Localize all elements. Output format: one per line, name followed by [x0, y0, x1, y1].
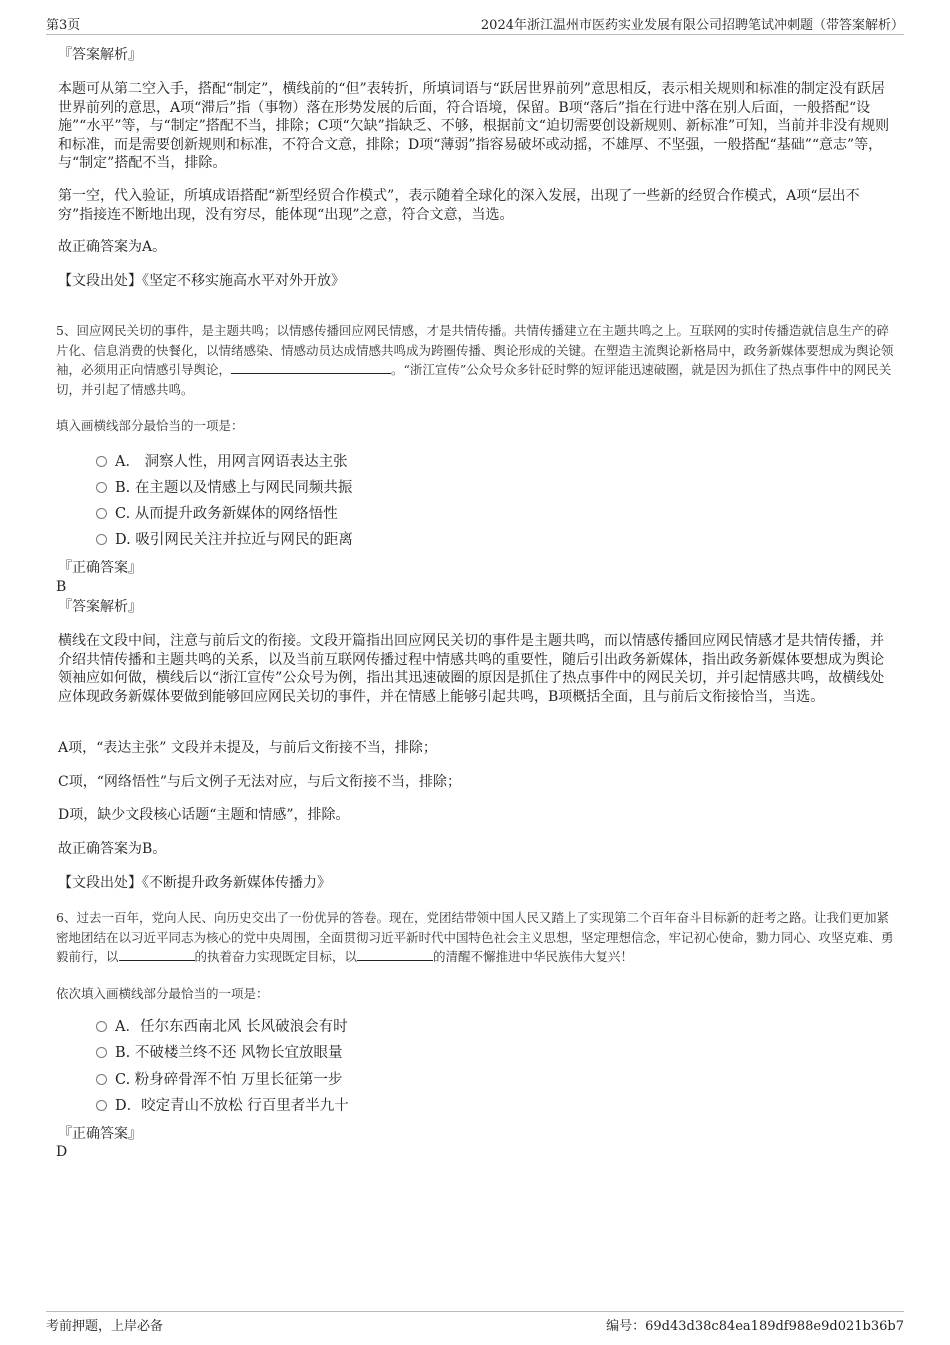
- q5-analysis-paragraph-4: D项，缺少文段核心话题“主题和情感”，排除。: [58, 807, 350, 823]
- footer-slogan: 考前押题，上岸必备: [46, 1319, 164, 1334]
- q6-answer: D: [56, 1144, 68, 1160]
- page-footer: [46, 1311, 904, 1334]
- radio-icon[interactable]: [96, 508, 107, 519]
- radio-icon[interactable]: [96, 456, 107, 467]
- radio-icon[interactable]: [96, 1021, 107, 1032]
- q5-option-a[interactable]: A． 洞察人性，用网言网语表达主张: [96, 453, 348, 471]
- q6-option-a[interactable]: A．任尔东西南北风 长风破浪会有时: [96, 1018, 348, 1036]
- q6-stem-part-2: 的执着奋力实现既定目标，以: [194, 949, 358, 964]
- q6-option-d[interactable]: D．咬定青山不放松 行百里者半九十: [96, 1097, 349, 1115]
- q4-analysis-paragraph-2: 第一空，代入验证，所填成语搭配“新型经贸合作模式”，表示随着全球化的深入发展，出现了一些新的经贸合作模式，A项“层出不穷”指接连不断地出现，没有穷尽，能体现“出现”之意，符合文意，当选。: [58, 188, 860, 223]
- q5-option-b[interactable]: B. 在主题以及情感上与网民同频共振: [96, 479, 352, 497]
- q5-option-d[interactable]: D. 吸引网民关注并拉近与网民的距离: [96, 531, 353, 549]
- q5-analysis-paragraph-1: 横线在文段中间，注意与前后文的衔接。文段开篇指出回应网民关切的事件是主题共鸣，而以情感传播回应网民情感才是共情传播，并介绍共情传播和主题共鸣的关系，以及当前互联网传播过程中情感共鸣的重要性，随后引出政务新媒体，指出政务新媒体要想成为舆论领袖应如何做，横线后以“浙江宣传”公众号为例，指出其迅速破圈的原因是抓住了热点事件中的网民关切，并引起情感共鸣，故横线处应体现政务新媒体要做到能够回应网民关切的事件，并在情感上能够引起共鸣，B项概括全面，且与前后文衔接恰当，当选。: [58, 633, 885, 705]
- q5-prompt: 填入画横线部分最恰当的一项是：: [56, 418, 244, 433]
- q5-stem: [56, 321, 896, 399]
- radio-icon[interactable]: [96, 1100, 107, 1111]
- q5-source: 【文段出处】《不断提升政务新媒体传播力》: [58, 875, 331, 891]
- q5-answer-label: 『正确答案』: [58, 560, 142, 576]
- q6-blank-1: [119, 948, 195, 961]
- q4-conclusion: 故正确答案为A。: [58, 239, 167, 255]
- radio-icon[interactable]: [96, 1047, 107, 1058]
- q6-stem: [56, 908, 896, 967]
- document-title: 2024年浙江温州市医药实业发展有限公司招聘笔试冲刺题（带答案解析）: [480, 18, 904, 33]
- q5-stem-part-2: 。“浙江宣传”公众号众多针砭时弊的短评能迅速破圈，就是因为抓住了热点事件中的网民关切，并引起了情感共鸣。: [56, 362, 892, 397]
- document-id: 编号：69d43d38c84ea189df988e9d021b36b7: [606, 1319, 904, 1334]
- q5-option-c[interactable]: C. 从而提升政务新媒体的网络悟性: [96, 505, 338, 523]
- radio-icon[interactable]: [96, 534, 107, 545]
- q5-analysis-label: 『答案解析』: [58, 599, 142, 615]
- q4-analysis-paragraph-1: 本题可从第二空入手，搭配“制定”，横线前的“但”表转折，所填词语与“跃居世界前列”意思相反，表示相关规则和标准的制定没有跃居世界前列的意思，A项“滞后”指（事物）落在形势发展的后面，符合语境，保留。B项“落后”指在行进中落在别人后面，一般搭配“设施”“水平”等，与“制定”搭配不当，排除；C项“欠缺”指缺乏、不够，根据前文“迫切需要创设新规则、新标准”可知，当前并非没有规则和标准，而是需要创新规则和标准，不符合文意，排除；D项“薄弱”指容易破坏或动摇，不雄厚、不坚强，一般搭配“基础”“意志”等，与“制定”搭配不当，排除。: [58, 81, 890, 171]
- q5-analysis-paragraph-2: A项，“表达主张” 文段并未提及，与前后文衔接不当，排除；: [58, 740, 437, 756]
- page-header: [46, 14, 904, 35]
- radio-icon[interactable]: [96, 1074, 107, 1085]
- q6-blank-2: [357, 948, 433, 961]
- q6-option-c[interactable]: C. 粉身碎骨浑不怕 万里长征第一步: [96, 1071, 342, 1089]
- q6-answer-label: 『正确答案』: [58, 1126, 142, 1142]
- q6-option-b[interactable]: B. 不破楼兰终不还 风物长宜放眼量: [96, 1044, 342, 1062]
- page-number: 第3页: [46, 18, 81, 33]
- q5-analysis-paragraph-3: C项，“网络悟性”与后文例子无法对应，与后文衔接不当，排除；: [58, 774, 462, 790]
- q5-conclusion: 故正确答案为B。: [58, 841, 167, 857]
- q5-answer: B: [56, 579, 67, 595]
- q5-blank: [231, 361, 391, 374]
- q5-stem-part-1: 5、回应网民关切的事件，是主题共鸣；以情感传播回应网民情感，才是共情传播。共情传播建立在主题共鸣之上。互联网的实时传播造就信息生产的碎片化、信息消费的快餐化，以情绪感染、情感动员达成情感共鸣成为跨圈传播、舆论形成的关键。在塑造主流舆论新格局中，政务新媒体要想成为舆论领袖，必须用正向情感引导舆论，: [56, 323, 894, 377]
- q4-source: 【文段出处】《坚定不移实施高水平对外开放》: [58, 273, 345, 289]
- q6-prompt: 依次填入画横线部分最恰当的一项是：: [56, 986, 269, 1001]
- radio-icon[interactable]: [96, 482, 107, 493]
- q6-stem-part-1: 6、过去一百年，党向人民、向历史交出了一份优异的答卷。现在，党团结带领中国人民又踏上了实现第二个百年奋斗目标新的赶考之路。让我们更加紧密地团结在以习近平同志为核心的党中央周围，全面贯彻习近平新时代中国特色社会主义思想，坚定理想信念，牢记初心使命，勠力同心、攻坚克难、勇毅前行，以: [56, 910, 894, 964]
- q6-stem-part-3: 的清醒不懈推进中华民族伟大复兴！: [433, 949, 634, 964]
- q4-analysis-label: 『答案解析』: [58, 47, 142, 63]
